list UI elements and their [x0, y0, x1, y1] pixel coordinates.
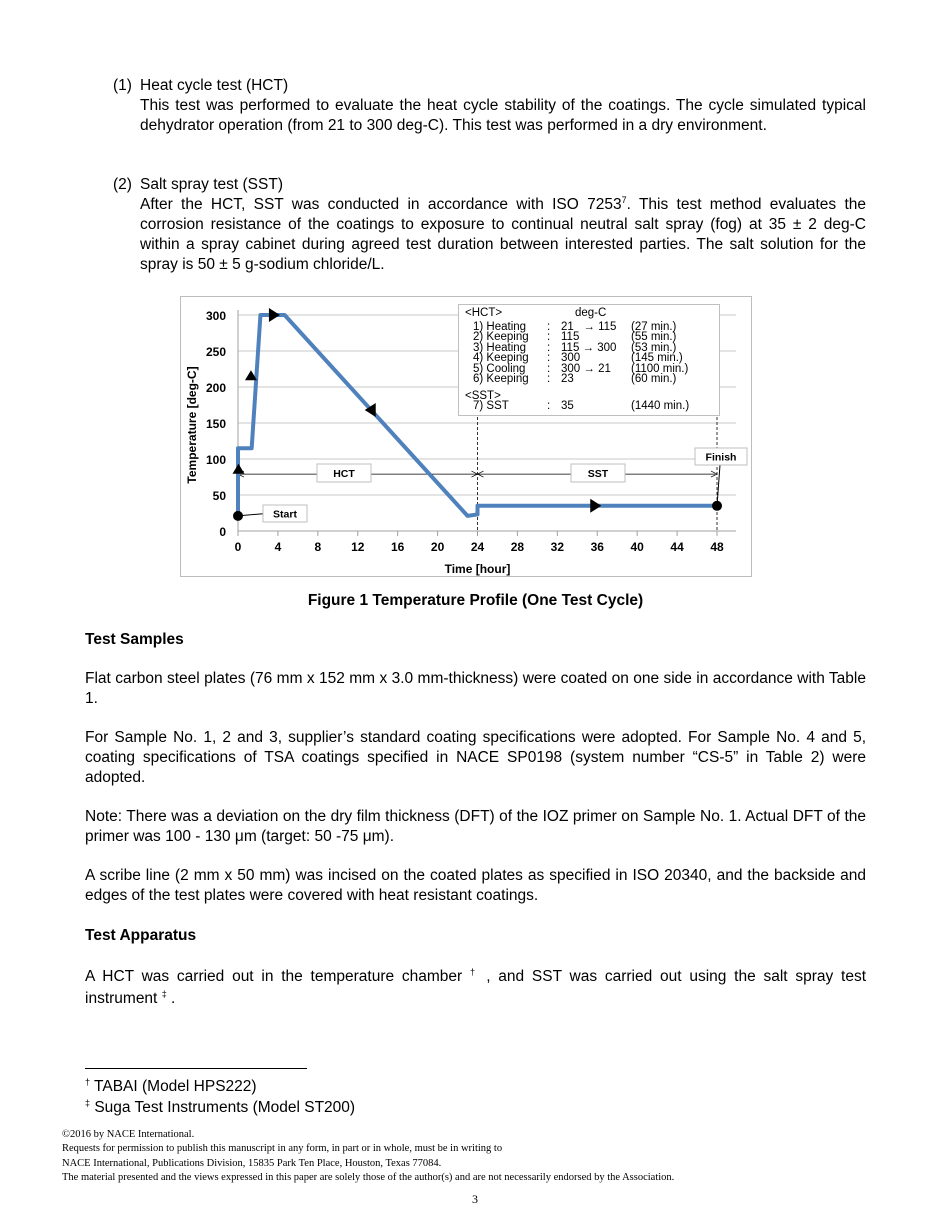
y-tick-label: 50 [212, 489, 226, 503]
legend-row [465, 374, 719, 385]
copyright-notice [62, 1128, 674, 1185]
direction-marker [269, 308, 280, 322]
legend-time: (53 min.) [631, 341, 677, 354]
chart-legend [458, 304, 720, 416]
y-tick-label: 200 [205, 381, 226, 395]
legend-temp: 300 [561, 352, 581, 364]
x-tick-label: 32 [550, 540, 565, 554]
section-number: (2) [113, 176, 132, 193]
temperature-profile-chart [180, 296, 752, 577]
paragraph: A scribe line (2 mm x 50 mm) was incised on the coated plates as specified in ISO 20340, and the backside and edges of the test plates were covered with heat resistant coatings. [85, 867, 866, 904]
copyright-line: ©2016 by NACE International. [62, 1129, 195, 1140]
legend-temp: 115 [561, 331, 580, 343]
x-tick-label: 8 [314, 540, 322, 554]
hct-label: HCT [333, 468, 355, 480]
x-tick-label: 44 [670, 540, 684, 554]
legend-step: 6) Keeping [473, 373, 529, 385]
legend-sep: : [547, 352, 551, 364]
x-tick-label: 36 [590, 540, 604, 554]
legend-sep: : [547, 400, 551, 412]
legend-time: (60 min.) [631, 373, 677, 385]
x-tick-label: 48 [710, 540, 724, 554]
legend-temp: 300 → 21 [561, 362, 611, 375]
legend-temp: 115 → 300 [561, 341, 617, 354]
body-text: . This test method evaluates the corrosion resistance of the coatings to exposure to continual neutral salt spray (fog) at 35 ± 2 deg-C within a spray cabinet during agreed test duration between interested parties. The salt solution for the spray is 50 ± 5 g-sodium chloride/L. [140, 196, 867, 273]
paragraph: For Sample No. 1, 2 and 3, supplier’s standard coating specifications were adopted. For Sample No. 4 and 5, coating specifications of TSA coatings specified in NACE SP0198 (system number “CS-5” in Table 2) were adopted. [85, 729, 866, 786]
paragraph [85, 966, 866, 1010]
footnote-text: Suga Test Instruments (Model ST200) [94, 1099, 356, 1116]
section-title: Heat cycle test (HCT) [140, 77, 289, 94]
legend-time: (55 min.) [631, 331, 677, 343]
y-tick-label: 300 [205, 309, 226, 323]
y-tick-label: 100 [205, 453, 226, 467]
legend-step: 1) Heating [473, 320, 527, 333]
footnote-mark: † [85, 1076, 91, 1087]
footnote [85, 1077, 257, 1097]
x-tick-label: 12 [351, 540, 365, 554]
section-hct [140, 76, 866, 136]
legend-temp: 35 [561, 400, 574, 412]
sst-label: SST [587, 468, 609, 480]
legend-sep: : [547, 341, 551, 354]
legend-time: (1100 min.) [631, 362, 689, 375]
legend-hct-header: <HCT> [465, 307, 503, 319]
x-tick-label: 4 [274, 540, 282, 554]
legend-sep: : [547, 320, 551, 333]
footnote-marker: ‡ [161, 988, 167, 999]
legend-row [465, 401, 719, 412]
y-tick-label: 0 [219, 525, 226, 539]
reference-superscript: 7 [621, 194, 627, 205]
x-tick-label: 16 [390, 540, 405, 554]
x-tick-label: 0 [234, 540, 242, 554]
copyright-line: The material presented and the views expressed in this paper are solely those of the author(s) and are not necessarily endorsed by the Association. [62, 1171, 675, 1183]
section-body: This test was performed to evaluate the heat cycle stability of the coatings. The cycle simulated typical dehydrator operation (from 21 to 300 deg-C). This test was performed in a dry environment. [140, 97, 866, 134]
legend-step: 4) Keeping [473, 352, 529, 364]
footnote-mark: ‡ [85, 1097, 91, 1108]
section-sst [140, 175, 866, 275]
legend-time: (27 min.) [631, 320, 677, 333]
footnote-marker: † [469, 966, 479, 977]
legend-step: 2) Keeping [473, 331, 529, 343]
legend-row [465, 332, 719, 343]
start-label: Start [273, 508, 297, 521]
x-tick-label: 24 [470, 540, 485, 554]
legend-row [465, 353, 719, 364]
legend-sep: : [547, 362, 551, 375]
legend-temp: 21 → 115 [561, 320, 617, 333]
page-number: 3 [472, 1192, 478, 1206]
legend-sst-header: <SST> [465, 389, 501, 402]
body-text: . [171, 990, 176, 1007]
x-tick-label: 28 [510, 540, 525, 554]
y-tick-label: 250 [205, 345, 226, 359]
figure-caption: Figure 1 Temperature Profile (One Test Cycle) [307, 592, 644, 609]
legend-sep: : [547, 373, 551, 385]
legend-unit-header: deg-C [575, 307, 607, 319]
legend-step: 5) Cooling [473, 362, 526, 375]
x-tick-label: 20 [430, 540, 445, 554]
paragraph: Note: There was a deviation on the dry film thickness (DFT) of the IOZ primer on Sample No. 1. Actual DFT of the primer was 100 - 130 μm (target: 50 -75 μm). [85, 808, 866, 845]
section-number: (1) [113, 77, 132, 94]
footnote-divider [85, 1068, 307, 1069]
finish-leader [717, 465, 720, 506]
finish-label: Finish [705, 451, 737, 464]
body-text: A HCT was carried out in the temperature chamber [85, 968, 463, 985]
body-text: After the HCT, SST was conducted in accordance with ISO 7253 [140, 196, 622, 213]
direction-marker [590, 499, 601, 513]
paragraph: Flat carbon steel plates (76 mm x 152 mm x 3.0 mm-thickness) were coated on one side in accordance with Table 1. [85, 670, 866, 707]
legend-step: 7) SST [473, 400, 509, 412]
heading-test-apparatus: Test Apparatus [85, 927, 197, 944]
heading-test-samples: Test Samples [85, 631, 184, 648]
copyright-line: Requests for permission to publish this manuscript in any form, in part or in whole, must be in writing to [62, 1143, 503, 1155]
legend-step: 3) Heating [473, 341, 527, 354]
legend-sep: : [547, 331, 551, 343]
legend-temp: 23 [561, 373, 574, 385]
copyright-line: NACE International, Publications Division, 15835 Park Ten Place, Houston, Texas 77084. [62, 1157, 442, 1169]
direction-marker [232, 464, 244, 474]
y-tick-label: 150 [205, 417, 226, 431]
x-axis-label: Time [hour] [444, 562, 511, 576]
footnote [85, 1098, 355, 1118]
section-body [140, 195, 866, 275]
body-text: , and SST was carried out using the salt spray test instrument [85, 968, 867, 1007]
x-tick-label: 40 [630, 540, 644, 554]
footnote-text: TABAI (Model HPS222) [94, 1078, 257, 1095]
section-title: Salt spray test (SST) [140, 176, 283, 193]
legend-time: (1440 min.) [631, 400, 690, 412]
y-axis-label: Temperature [deg-C] [185, 366, 199, 484]
legend-time: (145 min.) [631, 352, 683, 364]
